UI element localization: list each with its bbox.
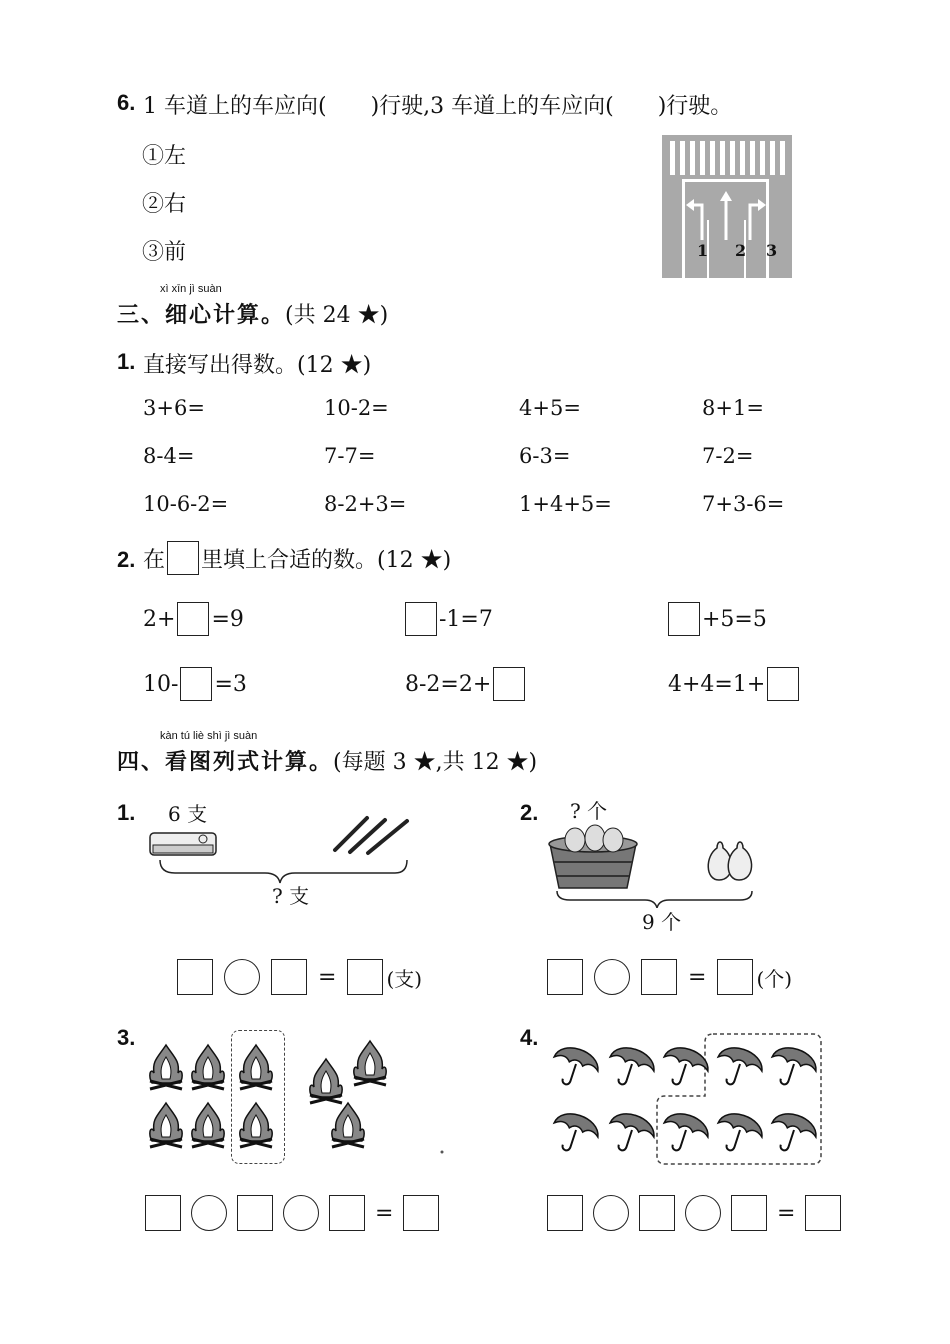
answer-box[interactable] [493, 667, 525, 701]
p3-campfires [140, 1035, 460, 1165]
lane-label-2: 2 [735, 241, 747, 260]
answer-box[interactable] [177, 602, 209, 636]
pears-icon [708, 842, 751, 880]
p4-answer-row: = [547, 1195, 841, 1231]
operator-circle[interactable] [283, 1195, 319, 1231]
q6-option-left[interactable]: ①左 [142, 144, 187, 169]
operator-circle[interactable] [191, 1195, 227, 1231]
p2-top-label: ? 个 [570, 799, 608, 823]
section4-heading [117, 745, 537, 776]
p1-illustration [145, 815, 420, 885]
p2-bottom-label: 9 个 [642, 910, 682, 934]
answer-box[interactable] [177, 959, 213, 995]
q6-text: 1 车道上的车应向( )行驶,3 车道上的车应向( )行驶。 [143, 94, 733, 119]
answer-box[interactable] [405, 602, 437, 636]
section4-title: 四、看图列式计算。 [117, 749, 334, 775]
p1-top-label: 6 支 [168, 802, 208, 826]
answer-box[interactable] [668, 602, 700, 636]
s3-q2-number: 2. [117, 547, 136, 572]
p4-number: 4. [520, 1025, 539, 1050]
answer-box[interactable] [271, 959, 307, 995]
fill-item: 2+ =9 [143, 602, 244, 636]
answer-box[interactable] [805, 1195, 841, 1231]
fill-item: 8-2=2+ [405, 667, 525, 701]
answer-box[interactable] [767, 667, 799, 701]
p1-answer-row: = (支) [177, 959, 422, 995]
answer-box[interactable] [731, 1195, 767, 1231]
fill-item: -1=7 [405, 602, 493, 636]
answer-box[interactable] [639, 1195, 675, 1231]
answer-box[interactable] [547, 1195, 583, 1231]
road-lanes-image [662, 135, 792, 278]
lane-label-3: 3 [766, 241, 778, 260]
section3-heading [117, 298, 388, 329]
calc-item: 4+5= [519, 396, 581, 420]
basket-of-pears-icon [549, 825, 637, 888]
operator-circle[interactable] [593, 1195, 629, 1231]
section4-score: (每题 3 ★,共 12 ★) [333, 750, 538, 775]
p1-unit: (支) [386, 966, 423, 991]
answer-box[interactable] [547, 959, 583, 995]
q6-number: 6. [117, 90, 136, 115]
calc-item: 8-4= [143, 444, 195, 468]
answer-box[interactable] [403, 1195, 439, 1231]
p1-number: 1. [117, 800, 136, 825]
fill-item: +5=5 [668, 602, 767, 636]
q6-option-right[interactable]: ②右 [142, 192, 187, 217]
q6-option-forward[interactable]: ③前 [142, 240, 187, 265]
pencils-icon [335, 818, 407, 853]
p3-answer-row: = [145, 1195, 439, 1231]
operator-circle[interactable] [594, 959, 630, 995]
answer-box[interactable] [329, 1195, 365, 1231]
p2-number: 2. [520, 800, 539, 825]
p2-illustration [545, 818, 760, 908]
s3-q1-text: 直接写出得数。(12 ★) [143, 353, 372, 378]
operator-circle[interactable] [224, 959, 260, 995]
calc-item: 8-2+3= [324, 492, 407, 516]
pencil-case-icon [150, 833, 216, 855]
operator-circle[interactable] [685, 1195, 721, 1231]
calc-item: 10-6-2= [143, 492, 229, 516]
answer-box[interactable] [237, 1195, 273, 1231]
s3-q2-text: 在 里填上合适的数。(12 ★) [143, 541, 451, 575]
section3-pinyin: xì xīn jì suàn [160, 283, 222, 295]
answer-box[interactable] [641, 959, 677, 995]
answer-box[interactable] [717, 959, 753, 995]
calc-item: 3+6= [143, 396, 205, 420]
lane-label-1: 1 [697, 241, 709, 260]
s3-q1-number: 1. [117, 349, 136, 374]
answer-box[interactable] [347, 959, 383, 995]
calc-item: 8+1= [702, 396, 764, 420]
section3-title: 三、细心计算。 [117, 302, 286, 328]
calc-item: 7+3-6= [702, 492, 785, 516]
p2-unit: (个) [756, 966, 793, 991]
section3-score: (共 24 ★) [285, 303, 389, 328]
answer-box[interactable] [145, 1195, 181, 1231]
p2-answer-row: = (个) [547, 959, 792, 995]
p3-number: 3. [117, 1025, 136, 1050]
p4-umbrellas [545, 1028, 830, 1168]
calc-item: 10-2= [324, 396, 389, 420]
fill-item: 10- =3 [143, 667, 247, 701]
calc-item: 1+4+5= [519, 492, 612, 516]
fill-item: 4+4=1+ [668, 667, 799, 701]
calc-item: 6-3= [519, 444, 571, 468]
answer-box-sample [167, 541, 199, 575]
section4-pinyin: kàn tú liè shì jì suàn [160, 730, 258, 742]
calc-item: 7-2= [702, 444, 754, 468]
p1-bottom-label: ? 支 [272, 884, 310, 908]
calc-item: 7-7= [324, 444, 376, 468]
answer-box[interactable] [180, 667, 212, 701]
